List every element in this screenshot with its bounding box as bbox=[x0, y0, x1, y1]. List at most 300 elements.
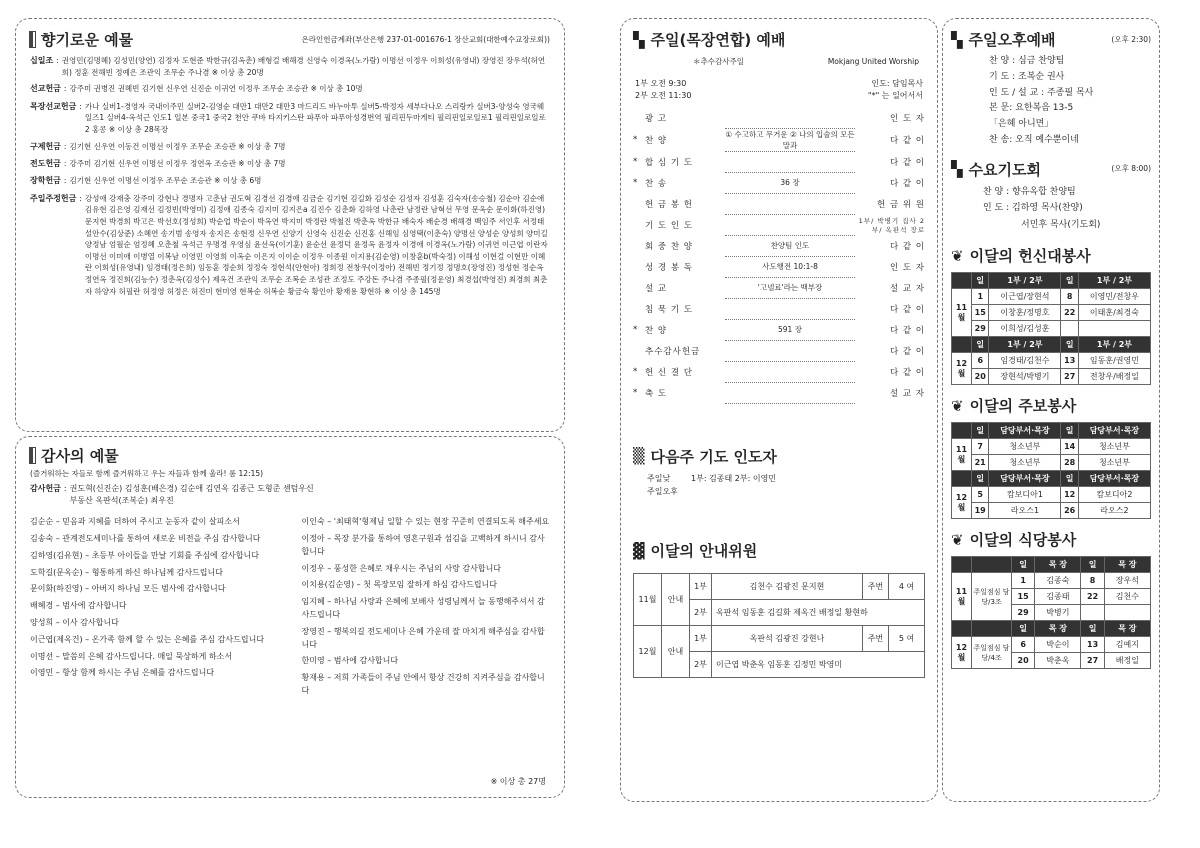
order-detail bbox=[725, 193, 855, 214]
duty-month: 12 월 bbox=[952, 487, 972, 519]
offering-names: 강성애 강재충 강주미 강현나 경명자 고춘남 권도혁 김경선 김경애 김금순 김기현 김길화 김성순 김성자 김성훈 김숙자(송승철) 김순아 김순애 김유현 김은영 김재선 김정빈(박영미) 김정애 김종숙 김지미 김지은a 김진수 김춘화 김하영 나춘란 남정란 남혁선 무영 문옥순 문이화(하진영) 문지현 박경희 박고은 박선호(정성희) 박순업 박순이 박옥연 박지미 박정란 박철진 박춘옥 박한규 배숙자 배순경 배해경 백임주 서인후 서정태 설안수(김상준) 소혜연 송기범 송영자 송지은 송현정 신우연 신양기 신영숙 신진순 신진홍 신해임 심영택(이춘숙) 양명선 양성순 양성희 양미길 양정남 엄월순 엄정혜 오춘철 옥석근 우명경 우영심 윤선옥(이기훈) 윤순선 윤정덕 윤정옥 윤정자 이경애 이경옥(노가람) 이귀연 이근엽 이란자 이명선 이미애 이병열 이복남 이영민 이영희 이옥순 이은지 이이순 이정우 이종원 이지용(김순영) 이창훈b(박숙정) 이해성 이현걸 이현만 이혜란 이희성(유영내) 임경태(정은희) 임동훈 정순희 정정숙 정현석(안현아) 정희정 전창우(이정아) 전해빈 정기정 정명호(장영진) 정성현 정순옥 정연옥 정진희(김능수) 정춘옥(김성수) 제옥건 조관익 조무순 조복순 조성관 조정도 주강돈 주나겸 주종필(정운영) 최경섭(박영진) 최경희 최춘자 하양자 허필란 허정영 허정은 허진미 현미영 현복순 허복순 황금숙 황인아 황재용 황현하 ※ 이상 총 145명 bbox=[84, 193, 548, 296]
duty-role: 주일점심 담당/4조 bbox=[972, 637, 1012, 669]
leaf-icon: ❦ bbox=[951, 246, 964, 265]
duty-role: 주일점심 담당/3조 bbox=[972, 573, 1012, 621]
duty-header bbox=[952, 471, 1151, 487]
thanks-item: 장영진 – 행복의길 전도세미나 은혜 가운데 잘 마치게 해주심을 감사합니다 bbox=[301, 626, 545, 649]
offering-label: 십일조 bbox=[30, 56, 54, 65]
order-leader: 다 같 이 bbox=[889, 367, 925, 378]
thanks-heading: 감사의 예물 bbox=[30, 445, 550, 466]
afternoon-line: 「은혜 아니면」 bbox=[989, 119, 1054, 129]
order-detail: 사도행전 10:1-8 bbox=[725, 256, 855, 277]
marker-icon: ▚ bbox=[951, 30, 963, 49]
usher-count: 5 여 bbox=[889, 626, 925, 652]
bulletin-table bbox=[951, 422, 1151, 519]
order-detail bbox=[725, 361, 855, 382]
thanks-item: 이정우 – 풍성한 은혜로 채우시는 주님의 사랑 감사합니다 bbox=[301, 563, 502, 573]
duty-row bbox=[952, 637, 1151, 653]
usher-month: 11월 bbox=[634, 574, 662, 626]
offering-colon: : bbox=[63, 84, 67, 94]
order-row bbox=[633, 340, 925, 361]
afternoon-time: (오후 2:30) bbox=[1111, 34, 1151, 44]
marker-icon: ▒ bbox=[633, 447, 645, 466]
duty-cell: 29 bbox=[972, 321, 989, 337]
leader-note: 인도: 담임목사 bbox=[871, 78, 923, 88]
order-item: 기 도 인 도 bbox=[645, 220, 693, 231]
order-detail bbox=[725, 340, 855, 361]
worship-english: Mokjang United Worship bbox=[827, 57, 919, 66]
order-leader: 인 도 자 bbox=[889, 113, 925, 124]
offering-label: 선교헌금 bbox=[30, 84, 61, 94]
duty-row bbox=[952, 321, 1151, 337]
duty-cell: 14 bbox=[1061, 439, 1078, 455]
duty-cell: 이태훈/최경숙 bbox=[1078, 305, 1150, 321]
usher-names: 옥판석 김광진 강현나 bbox=[712, 626, 863, 652]
duty-cell: 이근엽/장현석 bbox=[989, 289, 1061, 305]
usher-count: 4 여 bbox=[889, 574, 925, 600]
order-star: * bbox=[633, 366, 638, 377]
leaf-icon: ❦ bbox=[951, 530, 964, 549]
duty-corner bbox=[972, 557, 1012, 573]
duty-row bbox=[952, 439, 1151, 455]
duty-cell: 29 bbox=[1012, 605, 1035, 621]
ushers-heading: ▓ 이달의 안내위원 bbox=[633, 541, 758, 561]
duty-cell: 이영민/전창우 bbox=[1078, 289, 1150, 305]
usher-row bbox=[634, 574, 925, 600]
duty-corner bbox=[972, 621, 1012, 637]
duty-cell: 26 bbox=[1061, 503, 1078, 519]
duty-corner bbox=[952, 337, 972, 353]
next-prayer-afternoon-label: 주일오후 bbox=[647, 486, 678, 496]
duty-cell: 박병기 bbox=[1035, 605, 1081, 621]
order-star: * bbox=[633, 156, 638, 167]
kitchen-table bbox=[951, 556, 1151, 669]
duty-header-cell: 일 bbox=[1012, 557, 1035, 573]
order-star: * bbox=[633, 324, 638, 335]
order-detail: 찬양팀 인도 bbox=[725, 235, 855, 256]
duty-header-cell: 일 bbox=[1061, 337, 1078, 353]
duty-cell: 김예지 bbox=[1104, 637, 1150, 653]
duty-cell: 12 bbox=[1061, 487, 1078, 503]
order-row bbox=[633, 277, 925, 298]
duty-cell bbox=[1078, 321, 1150, 337]
ushers-table bbox=[633, 573, 925, 678]
thanks-item: 임지혜 – 하나님 사랑과 은혜에 보배사 성령님께서 늘 동행해주셔서 감사드립니다 bbox=[301, 597, 545, 619]
worship-order bbox=[633, 107, 925, 404]
thanks-item: 문이화(하진영) – 아버지 하나님 모든 범사에 감사합니다 bbox=[30, 584, 226, 594]
duty-cell: 박순이 bbox=[1035, 637, 1081, 653]
order-star bbox=[633, 298, 645, 319]
order-row bbox=[633, 361, 925, 382]
order-detail: ① 수고하고 무거운 ② 나의 입술의 모든 말과 bbox=[725, 129, 855, 150]
duty-cell: 캄보디아1 bbox=[989, 487, 1061, 503]
duty-header-cell: 일 bbox=[1061, 471, 1078, 487]
duty-cell: 28 bbox=[1061, 455, 1078, 471]
order-row bbox=[633, 107, 925, 128]
thanks-item: 이치용(김순영) – 첫 목장모임 잘하게 하심 감사드립니다 bbox=[301, 580, 497, 590]
duty-corner bbox=[952, 273, 972, 289]
duty-header-cell: 담당부서·목장 bbox=[1078, 423, 1150, 439]
duty-header bbox=[952, 557, 1151, 573]
duty-cell: 27 bbox=[1081, 653, 1104, 669]
duty-corner bbox=[952, 423, 972, 439]
order-leader: 다 같 이 bbox=[889, 157, 925, 168]
duty-cell: 15 bbox=[1012, 589, 1035, 605]
duty-month: 11 월 bbox=[952, 573, 972, 621]
duty-cell: 배정일 bbox=[1104, 653, 1150, 669]
order-item: 광 고 bbox=[645, 113, 668, 124]
next-prayer-sunday: 1부: 김종태 2부: 이영민 bbox=[691, 473, 777, 483]
time-first: 1부 오전 9:30 bbox=[635, 78, 687, 88]
duty-row bbox=[952, 573, 1151, 589]
offering-item bbox=[30, 83, 550, 95]
gratitude-offering: 감사헌금 : 권도혁(신진순) 김성훈(배은경) 김순애 김연옥 김종근 도형준 센텀우신부동산 옥판석(조복순) 최우진 bbox=[30, 483, 314, 506]
offering-label: 목장선교헌금 bbox=[30, 101, 77, 111]
order-detail bbox=[725, 382, 855, 403]
duty-cell: 15 bbox=[972, 305, 989, 321]
worship-panel bbox=[620, 18, 938, 802]
order-star bbox=[633, 214, 645, 235]
duty-cell: 장우석 bbox=[1104, 573, 1150, 589]
usher-row bbox=[634, 626, 925, 652]
offering-list bbox=[30, 55, 550, 297]
stand-note: "*" 는 일어서서 bbox=[867, 91, 923, 101]
usher-part: 2부 bbox=[690, 600, 712, 626]
thanks-item: 이정아 – 목장 분가를 통하여 영혼구원과 섬김을 고백하게 하시니 감사합니다 bbox=[301, 534, 545, 556]
usher-lead: 주번 bbox=[863, 574, 889, 600]
duty-corner bbox=[952, 471, 972, 487]
duty-row bbox=[952, 289, 1151, 305]
thanks-item: 김하영(김유현) – 초등부 아이들을 만날 기회를 주심에 감사합니다 bbox=[30, 550, 259, 560]
offering-label: 전도헌금 bbox=[30, 158, 61, 168]
offering-names: 강주미 김기현 신우연 이명선 이정우 정연옥 조승관 ※ 이상 총 7명 bbox=[69, 158, 286, 168]
duty-row bbox=[952, 369, 1151, 385]
duty-header-cell: 담당부서·목장 bbox=[1078, 471, 1150, 487]
offering-label: 장학헌금 bbox=[30, 176, 61, 186]
duty-corner bbox=[952, 621, 972, 637]
marker-icon: ▚ bbox=[633, 30, 645, 49]
duty-cell: 22 bbox=[1081, 589, 1104, 605]
duty-header-cell: 일 bbox=[1012, 621, 1035, 637]
usher-part: 2부 bbox=[690, 652, 712, 678]
duty-header-cell: 목 장 bbox=[1035, 621, 1081, 637]
offering-item bbox=[30, 193, 550, 298]
afternoon-lines bbox=[951, 54, 1151, 149]
duty-cell: 임동훈/권영민 bbox=[1078, 353, 1150, 369]
duty-header-cell: 담당부서·목장 bbox=[989, 423, 1061, 439]
order-row bbox=[633, 235, 925, 256]
order-detail bbox=[725, 107, 855, 128]
order-star: * bbox=[633, 177, 638, 188]
order-detail: '고넬료'라는 백부장 bbox=[725, 277, 855, 298]
duty-row bbox=[952, 455, 1151, 471]
duty-header-cell: 목 장 bbox=[1104, 557, 1150, 573]
offering-colon: : bbox=[56, 56, 59, 65]
thanks-item: 황재용 – 저희 가족들이 주님 안에서 항상 건강히 지켜주심을 감사합니다 bbox=[301, 673, 545, 695]
order-item: 헌 신 결 단 bbox=[645, 367, 693, 378]
order-row bbox=[633, 128, 925, 151]
usher-names: 이근엽 박춘옥 임동훈 김정민 박영미 bbox=[712, 652, 925, 678]
duty-header bbox=[952, 423, 1151, 439]
thanks-item: 김송숙 – 관계전도세미나를 통하여 새로운 비전을 주심 감사합니다 bbox=[30, 534, 261, 544]
duty-cell: 이창훈/정명호 bbox=[989, 305, 1061, 321]
order-star: * bbox=[633, 134, 638, 145]
duty-cell: 라오스2 bbox=[1078, 503, 1150, 519]
duty-cell: 청소년부 bbox=[989, 439, 1061, 455]
offering-names: 강주미 권병진 권혜빈 김기현 신우연 신진순 이귀연 이정우 조무순 조승관 ※ 이상 총 10명 bbox=[69, 84, 363, 94]
order-item: 헌 금 봉 헌 bbox=[645, 199, 693, 210]
afternoon-heading: ▚ 주일오후예배 bbox=[951, 30, 1056, 49]
duty-cell: 21 bbox=[972, 455, 989, 471]
offering-item bbox=[30, 175, 550, 187]
order-row bbox=[633, 382, 925, 403]
order-row bbox=[633, 319, 925, 340]
order-leader: 1부/ 박병기 집사 2부/ 옥판석 장로 bbox=[858, 216, 925, 234]
order-item: 설 교 bbox=[645, 283, 668, 294]
order-detail: 36 장 bbox=[725, 172, 855, 193]
thanks-item: 배혜경 – 범사에 감사합니다 bbox=[30, 601, 127, 611]
usher-lead: 주번 bbox=[863, 626, 889, 652]
duty-cell: 청소년부 bbox=[1078, 439, 1150, 455]
thanks-item: 김순순 – 믿음과 지혜를 더하여 주시고 눈동자 같이 살피소서 bbox=[30, 517, 240, 527]
worship-note: ＊추수감사주일 bbox=[693, 57, 744, 66]
order-star bbox=[633, 340, 645, 361]
thanks-item: 한미영 – 범사에 감사합니다 bbox=[301, 656, 399, 666]
order-item: 찬 송 bbox=[645, 178, 668, 189]
order-detail: 591 장 bbox=[725, 319, 855, 340]
thanks-item: 이근엽(제옥건) – 온가족 함께 할 수 있는 은혜를 주심 감사드립니다 bbox=[30, 634, 265, 644]
order-item: 침 묵 기 도 bbox=[645, 304, 693, 315]
offering-names: 김기현 신우연 이동건 이명선 이정우 조무순 조승관 ※ 이상 총 7명 bbox=[69, 141, 286, 151]
offering-item bbox=[30, 158, 550, 170]
duty-cell: 전창우/배정일 bbox=[1078, 369, 1150, 385]
devotion-table bbox=[951, 272, 1151, 385]
duty-month: 11 월 bbox=[952, 439, 972, 471]
duty-cell bbox=[1061, 321, 1078, 337]
duty-header-cell: 일 bbox=[972, 337, 989, 353]
thanks-item: 양성희 – 이사 감사합니다 bbox=[30, 618, 119, 627]
order-star: * bbox=[633, 387, 638, 398]
duty-cell: 김종태 bbox=[1035, 589, 1081, 605]
order-star bbox=[633, 235, 645, 256]
wednesday-line: 서민후 목사(기도회) bbox=[1021, 219, 1101, 230]
duty-header-cell: 목 장 bbox=[1035, 557, 1081, 573]
usher-role: 안내 bbox=[662, 626, 690, 678]
duty-cell bbox=[1104, 605, 1150, 621]
order-leader: 다 같 이 bbox=[889, 346, 925, 357]
offering-label: 구제헌금 bbox=[30, 141, 61, 151]
duty-cell: 임경태/김천수 bbox=[989, 353, 1061, 369]
order-leader: 다 같 이 bbox=[889, 241, 925, 252]
worship-heading: ▚ 주일(목장연합) 예배 bbox=[633, 30, 786, 49]
devotion-heading: ❦ 이달의 헌신대봉사 bbox=[951, 246, 1091, 266]
duty-cell: 6 bbox=[1012, 637, 1035, 653]
marker-icon: ▓ bbox=[633, 541, 645, 560]
offering-colon: : bbox=[63, 141, 67, 151]
order-row bbox=[633, 298, 925, 319]
afternoon-line: 찬 송: 오직 예수뿐이네 bbox=[989, 134, 1079, 145]
bulletin-heading: ❦ 이달의 주보봉사 bbox=[951, 396, 1077, 416]
usher-role: 안내 bbox=[662, 574, 690, 626]
duty-header-cell: 일 bbox=[1061, 273, 1078, 289]
duty-row bbox=[952, 487, 1151, 503]
duty-header-cell: 일 bbox=[972, 273, 989, 289]
duty-row bbox=[952, 353, 1151, 369]
order-row bbox=[633, 193, 925, 214]
order-detail bbox=[725, 214, 855, 235]
order-star bbox=[633, 107, 645, 128]
thanks-panel bbox=[15, 436, 565, 798]
duty-header-cell: 일 bbox=[972, 423, 989, 439]
duty-cell: 22 bbox=[1061, 305, 1078, 321]
marker-icon: ▚ bbox=[951, 160, 963, 178]
order-item: 찬 양 bbox=[645, 135, 668, 146]
offering-colon: : bbox=[79, 101, 82, 111]
order-leader: 다 같 이 bbox=[889, 325, 925, 336]
usher-names: 김천수 김광진 문지현 bbox=[712, 574, 863, 600]
duty-header-cell: 일 bbox=[1081, 621, 1104, 637]
order-star bbox=[633, 256, 645, 277]
duty-cell: 20 bbox=[1012, 653, 1035, 669]
bar-icon bbox=[30, 32, 35, 47]
usher-part: 1부 bbox=[690, 626, 712, 652]
duty-cell bbox=[1081, 605, 1104, 621]
offering-panel bbox=[15, 18, 565, 432]
duty-header bbox=[952, 273, 1151, 289]
usher-month: 12월 bbox=[634, 626, 662, 678]
offering-heading: 향기로운 예물 bbox=[30, 29, 133, 50]
duty-cell: 27 bbox=[1061, 369, 1078, 385]
duty-month: 11 월 bbox=[952, 289, 972, 337]
duty-month: 12 월 bbox=[952, 637, 972, 669]
duty-row bbox=[952, 503, 1151, 519]
wednesday-line: 찬 양 : 향유옥합 찬양팀 bbox=[983, 186, 1076, 197]
duty-cell: 13 bbox=[1061, 353, 1078, 369]
duty-month: 12 월 bbox=[952, 353, 972, 385]
duty-header-cell: 일 bbox=[1081, 557, 1104, 573]
duty-header-cell: 목 장 bbox=[1104, 621, 1150, 637]
order-row bbox=[633, 256, 925, 277]
duty-cell: 20 bbox=[972, 369, 989, 385]
order-row bbox=[633, 151, 925, 172]
time-second: 2부 오전 11:30 bbox=[635, 91, 692, 101]
afternoon-line: 기 도 : 조복순 권사 bbox=[989, 71, 1065, 82]
duty-header-cell: 1부 / 2부 bbox=[1078, 337, 1150, 353]
duty-cell: 김종숙 bbox=[1035, 573, 1081, 589]
order-leader: 설 교 자 bbox=[889, 283, 925, 294]
duty-cell: 8 bbox=[1061, 289, 1078, 305]
duty-header-cell: 담당부서·목장 bbox=[989, 471, 1061, 487]
bank-account: 온라인헌금계좌(부산은행 237-01-001676-1 장산교회(대한예수교장로회)) bbox=[301, 34, 550, 44]
offering-colon: : bbox=[79, 193, 82, 203]
thanks-item: 이영민 – 항상 함께 하시는 주님 은혜를 감사드립니다 bbox=[30, 668, 215, 678]
offering-item bbox=[30, 101, 550, 136]
duty-row bbox=[952, 305, 1151, 321]
order-leader: 인 도 자 bbox=[889, 262, 925, 273]
duty-header-cell: 1부 / 2부 bbox=[989, 337, 1061, 353]
thanks-total: ※ 이상 총 27명 bbox=[490, 777, 546, 787]
duty-header bbox=[952, 621, 1151, 637]
thanks-subtitle: (즐거워하는 자들로 함께 즐거워하고 우는 자들과 함께 울라! 롬 12:15) bbox=[30, 469, 264, 478]
duty-header-cell: 1부 / 2부 bbox=[989, 273, 1061, 289]
right-panel bbox=[942, 18, 1160, 802]
duty-cell: 1 bbox=[1012, 573, 1035, 589]
offering-colon: : bbox=[63, 158, 67, 168]
duty-cell: 청소년부 bbox=[1078, 455, 1150, 471]
order-item: 축 도 bbox=[645, 388, 668, 399]
offering-names: 김기현 신우연 이명선 이정우 조무순 조승관 ※ 이상 총 6명 bbox=[69, 176, 262, 186]
order-item: 추수감사헌금 bbox=[645, 346, 701, 357]
duty-cell: 박춘옥 bbox=[1035, 653, 1081, 669]
order-row bbox=[633, 172, 925, 193]
next-prayer-heading: ▒ 다음주 기도 인도자 bbox=[633, 447, 777, 466]
usher-part: 1부 bbox=[690, 574, 712, 600]
duty-cell: 5 bbox=[972, 487, 989, 503]
order-leader: 헌 금 위 원 bbox=[877, 199, 925, 210]
duty-cell: 8 bbox=[1081, 573, 1104, 589]
wednesday-lines bbox=[951, 184, 1151, 234]
wednesday-time: (오후 8:00) bbox=[1111, 164, 1151, 174]
duty-cell: 7 bbox=[972, 439, 989, 455]
afternoon-line: 찬 양 : 심금 찬양팀 bbox=[989, 56, 1065, 66]
duty-header-cell: 1부 / 2부 bbox=[1078, 273, 1150, 289]
duty-cell: 청소년부 bbox=[989, 455, 1061, 471]
thanks-item: 이인숙 – '최태혁'형제님 일할 수 있는 현장 꾸준히 연결되도록 해주세요 bbox=[301, 517, 550, 527]
order-leader: 설 교 자 bbox=[889, 388, 925, 399]
duty-cell: 13 bbox=[1081, 637, 1104, 653]
order-item: 성 경 봉 독 bbox=[645, 262, 693, 273]
duty-header-cell: 일 bbox=[972, 471, 989, 487]
wednesday-line: 인 도 : 김하영 목사(찬양) bbox=[983, 203, 1083, 214]
order-detail bbox=[725, 151, 855, 172]
offering-label: 주일주정헌금 bbox=[30, 193, 77, 203]
bar-icon bbox=[30, 448, 35, 463]
thanks-list-left bbox=[30, 516, 283, 702]
offering-item bbox=[30, 55, 550, 78]
duty-cell: 캄보디아2 bbox=[1078, 487, 1150, 503]
afternoon-line: 인 도 / 설 교 : 주종필 목사 bbox=[989, 87, 1094, 98]
order-row bbox=[633, 214, 925, 235]
duty-cell: 1 bbox=[972, 289, 989, 305]
next-prayer-sunday-label: 주일낮 bbox=[647, 473, 671, 483]
thanks-list-right bbox=[301, 516, 550, 702]
order-star bbox=[633, 277, 645, 298]
order-leader: 다 같 이 bbox=[889, 135, 925, 146]
offering-item bbox=[30, 141, 550, 153]
duty-header bbox=[952, 337, 1151, 353]
kitchen-heading: ❦ 이달의 식당봉사 bbox=[951, 530, 1077, 550]
duty-header-cell: 일 bbox=[1061, 423, 1078, 439]
duty-cell: 라오스1 bbox=[989, 503, 1061, 519]
leaf-icon: ❦ bbox=[951, 396, 964, 415]
duty-cell: 이희성/김성훈 bbox=[989, 321, 1061, 337]
wednesday-heading: ▚ 수요기도회 bbox=[951, 160, 1041, 179]
offering-names: 가나 실버1-경영자 국내이주민 실버2-김영순 대만1 대만2 대만3 마드리드 바누아투 실버5-박정자 세부다나오 스리랑카 실버3-양성숙 영국웨일즈1 실버4-옥석근 인도1 일본 중국1 중국2 천안 쿠바 타지키스탄 파푸아 파푸아성경번역 필리핀두마게티 필리핀일로일로1 필리핀일로일로2 홍콩 ※ 이상 총 28목장 bbox=[84, 101, 546, 134]
order-leader: 다 같 이 bbox=[889, 304, 925, 315]
order-item: 찬 양 bbox=[645, 325, 668, 336]
duty-cell: 김천수 bbox=[1104, 589, 1150, 605]
duty-cell: 장현석/박병기 bbox=[989, 369, 1061, 385]
usher-names: 옥판석 임동훈 김길화 제옥건 배정일 황현하 bbox=[712, 600, 925, 626]
order-leader: 다 같 이 bbox=[889, 178, 925, 189]
offering-names: 권영민(김명혜) 김성민(양연) 김정자 도현준 박한규(김옥춘) 배형걸 배해경 신영숙 이경옥(노가람) 이명선 이정우 이희성(유영내) 장영진 장우석(허연희) 정훈 전해빈 정예은 조관익 조무순 주나겸 ※ 이상 총 20명 bbox=[61, 56, 546, 77]
thanks-item: 도학길(문옥순) – 형통하게 하신 하나님께 감사드립니다 bbox=[30, 567, 223, 577]
afternoon-line: 본 문: 요한복음 13-5 bbox=[989, 103, 1074, 114]
duty-corner bbox=[952, 557, 972, 573]
offering-colon: : bbox=[63, 176, 67, 186]
duty-cell: 19 bbox=[972, 503, 989, 519]
thanks-item: 이명선 – 말씀의 은혜 감사드립니다. 매일 묵상하게 하소서 bbox=[30, 651, 233, 661]
